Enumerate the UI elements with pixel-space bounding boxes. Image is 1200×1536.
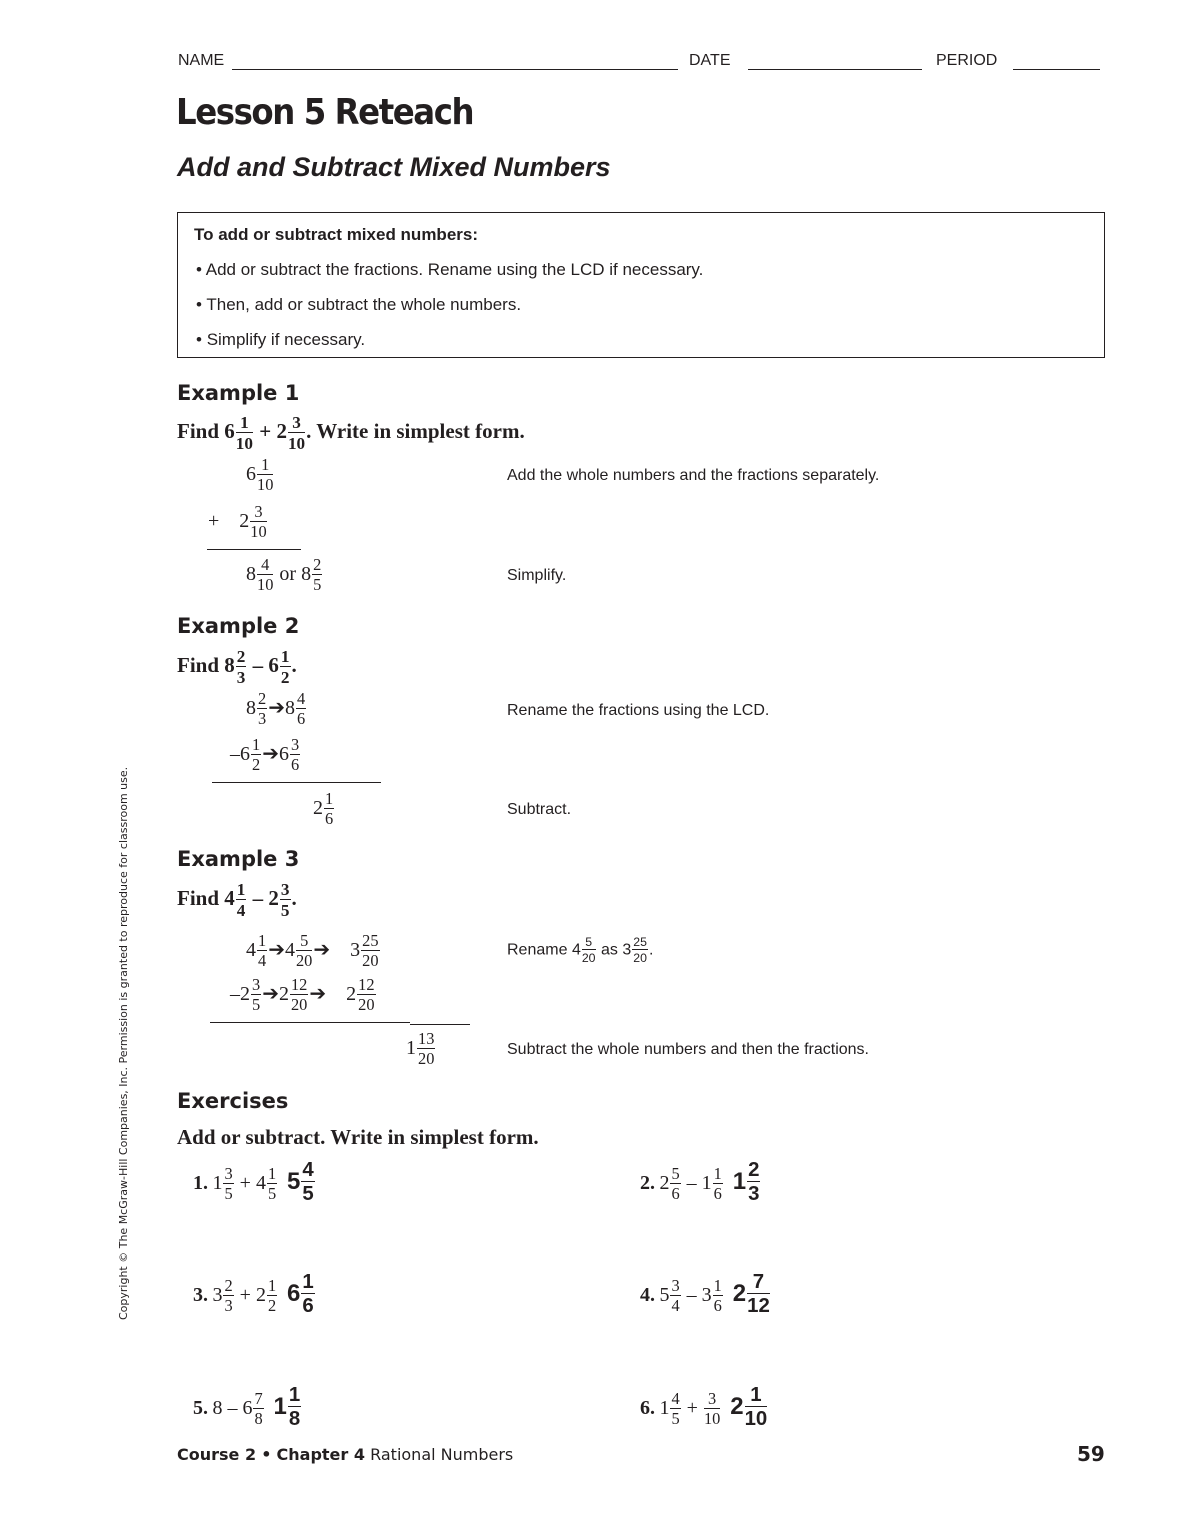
fraction [670,1275,680,1316]
numerator: 3 [224,1163,233,1183]
numerator: 4 [257,557,273,575]
denominator: 4 [671,1296,680,1316]
numerator: 1 [745,1385,768,1407]
denominator: 10 [287,434,306,454]
numerator: 25 [362,931,379,950]
operator: – [227,1396,238,1419]
fraction [301,1272,314,1317]
fraction [296,933,312,970]
denominator: 5 [252,995,261,1015]
whole: 4 [284,939,295,961]
period: . [291,653,297,678]
whole: 5 [659,1283,670,1306]
denominator: 20 [362,951,379,971]
date-label: DATE [689,52,731,69]
numerator: 3 [288,414,305,433]
exercise-problem [212,1275,278,1316]
operator: + [239,1283,251,1306]
whole: 4 [571,941,581,959]
exercise-number: 1. [193,1171,208,1194]
denominator: 6 [713,1184,722,1204]
denominator: 20 [358,995,375,1015]
whole: 6 [242,1396,253,1419]
whole: 4 [246,939,256,961]
whole: 8 [246,697,256,719]
ex3-result [406,1031,436,1068]
numerator: 12 [290,975,308,994]
fraction [236,881,247,919]
period-blank[interactable] [1013,69,1100,70]
numerator: 3 [290,735,300,754]
denominator: 4 [258,951,267,971]
period: . [291,886,297,911]
fraction [288,414,305,452]
exercise-number: 2. [640,1171,655,1194]
numerator: 4 [671,1388,680,1408]
ex1-note-2: Simplify. [507,567,567,584]
example-2-problem [177,648,297,686]
example-2-heading: Example 2 [177,614,300,638]
footer-course [177,1445,513,1464]
exercises-heading: Exercises [177,1089,289,1113]
denominator: 20 [633,951,647,966]
numerator: 1 [325,789,334,808]
rule-bullet: • Simplify if necessary. [196,330,366,349]
whole: 2 [239,510,250,532]
whole: 3 [212,1283,223,1306]
whole: 8 [246,563,256,585]
fraction [357,977,375,1014]
numerator: 1 [288,1384,301,1406]
answer [287,1159,316,1206]
denominator: 10 [235,434,253,454]
operator: + [686,1396,698,1419]
bullet: • [261,1445,272,1464]
numerator: 1 [267,1275,277,1295]
fraction [670,1163,680,1204]
plus-sign: + [208,510,220,532]
answer [287,1271,316,1318]
numerator: 2 [748,1159,760,1181]
difference-line [210,1022,410,1023]
whole: 6 [268,653,279,678]
ex1-note-1: Add the whole numbers and the fractions separately. [507,467,880,484]
numerator: 5 [582,936,596,950]
denominator: 5 [313,575,322,595]
fraction [745,1385,768,1430]
fraction [747,1272,770,1317]
denominator: 5 [671,1409,680,1429]
denominator: 5 [224,1184,233,1204]
denominator: 6 [325,809,334,829]
fraction [251,977,261,1014]
chapter-label: Chapter 4 [276,1445,365,1464]
fraction [253,1388,263,1429]
course-label: Course 2 [177,1445,257,1464]
whole: 2 [240,983,250,1005]
ex1-addend-1 [246,457,274,494]
fraction [280,648,291,686]
whole: 8 [212,1396,223,1419]
exercise-item [193,1272,316,1317]
ex2-row-1 [246,691,307,728]
whole: 3 [350,939,361,961]
exercise-problem [659,1275,723,1316]
numerator: 2 [313,555,322,574]
exercise-problem [212,1388,264,1429]
denominator: 2 [267,1296,277,1316]
page-subtitle: Add and Subtract Mixed Numbers [177,152,611,182]
fraction [582,936,596,965]
example-1-heading: Example 1 [177,381,300,405]
denominator: 6 [713,1296,722,1316]
note-text: Rename [507,941,568,959]
fraction [290,737,300,774]
exercise-number: 3. [193,1283,208,1306]
exercises-instruction: Add or subtract. Write in simplest form. [177,1125,539,1149]
denominator: 3 [224,1296,233,1316]
whole: 2 [730,1392,744,1420]
answer [732,1271,771,1318]
denominator: 10 [257,475,274,495]
rule-text: Add or subtract the fractions. Rename using the LCD if necessary. [205,260,704,279]
denominator: 8 [254,1409,263,1429]
minus-sign: – [230,983,240,1005]
numerator: 3 [252,975,261,994]
whole: 2 [346,983,357,1005]
fraction [251,737,261,774]
fraction [417,1031,435,1068]
fraction [301,1160,314,1205]
denominator: 10 [744,1408,768,1431]
exercise-item [640,1385,768,1430]
fraction [324,791,334,828]
denominator: 6 [296,709,306,729]
fraction [296,691,306,728]
denominator: 6 [302,1295,314,1318]
answer [732,1159,762,1206]
difference-line [212,782,381,783]
rule-bullet: • Then, add or subtract the whole numbers. [196,295,522,314]
numerator: 1 [236,880,246,899]
numerator: 1 [302,1271,314,1293]
exercise-number: 4. [640,1283,655,1306]
denominator: 10 [703,1409,721,1429]
ex2-note-2: Subtract. [507,801,572,818]
minus-sign: – [252,886,264,911]
name-blank[interactable] [232,69,678,70]
whole: 6 [246,463,256,485]
example-1-problem [177,414,525,452]
numerator: 5 [296,933,312,951]
whole: 2 [659,1171,670,1194]
fraction [290,977,308,1014]
exercise-problem [659,1163,723,1204]
denominator: 3 [258,709,267,729]
numerator: 1 [258,931,267,950]
whole: 3 [701,1283,712,1306]
numerator: 5 [671,1163,680,1183]
example-3-problem [177,881,297,919]
fraction [257,457,273,494]
ex3-note-2: Subtract the whole numbers and then the fractions. [507,1041,869,1058]
ex2-result [313,791,335,828]
whole: 4 [224,886,235,911]
numerator: 1 [713,1163,722,1183]
whole: 2 [278,983,289,1005]
rule-box [177,212,1105,358]
side-copyright: Copyright © The McGraw-Hill Companies, Inc. Permission is granted to reproduce for classroom use. [117,766,130,1320]
numerator: 4 [302,1159,314,1181]
numerator: 12 [358,975,375,994]
whole: 5 [287,1167,301,1195]
numerator: 2 [258,689,267,708]
denominator: 6 [671,1184,680,1204]
fraction [257,557,273,594]
fraction [312,557,322,594]
denominator: 5 [302,1183,314,1206]
rule-text: Then, add or subtract the whole numbers. [206,295,522,314]
answer [273,1384,303,1431]
fraction [267,1275,277,1316]
whole: 6 [278,743,289,765]
sum-line [207,549,301,550]
arrow-right-icon: ➔ [313,937,331,961]
minus-sign: – [230,743,240,765]
whole: 1 [732,1167,747,1195]
rule-text: Simplify if necessary. [206,330,366,349]
denominator: 4 [236,901,246,921]
fraction [747,1160,760,1205]
whole: 8 [301,563,312,585]
fraction [257,691,267,728]
numerator: 3 [704,1391,720,1409]
denominator: 3 [236,668,246,688]
exercise-number: 6. [640,1396,655,1419]
numerator: 7 [254,1388,263,1408]
rule-heading: To add or subtract mixed numbers: [194,225,479,244]
fraction [703,1388,721,1429]
ex3-row-2 [230,977,377,1014]
numerator: 2 [236,647,246,666]
find-word: Find [177,886,220,911]
ex1-sum [246,557,323,594]
fraction [713,1163,723,1204]
numerator: 1 [236,414,253,433]
whole: 2 [268,886,279,911]
whole: 1 [212,1171,223,1194]
numerator: 2 [224,1275,233,1295]
chapter-title: Rational Numbers [370,1445,514,1464]
whole: 4 [255,1171,266,1194]
numerator: 1 [267,1163,277,1183]
fraction [267,1163,277,1204]
operator: + [239,1171,251,1194]
whole: 6 [240,743,250,765]
exercise-item [640,1160,761,1205]
ex2-row-2 [230,737,301,774]
exercise-item [193,1385,302,1430]
fraction [236,414,253,452]
exercise-problem [212,1163,278,1204]
fraction [223,1163,233,1204]
numerator: 13 [418,1029,435,1048]
fraction [250,504,266,541]
fraction [361,933,379,970]
name-label: NAME [178,52,225,69]
fraction [236,648,247,686]
numerator: 7 [747,1272,770,1294]
operator: – [686,1171,697,1194]
fraction [713,1275,723,1316]
example-3-heading: Example 3 [177,847,300,871]
numerator: 1 [252,735,261,754]
whole: 2 [313,797,323,819]
exercise-number: 5. [193,1396,208,1419]
denominator: 20 [290,995,308,1015]
fraction [280,881,291,919]
arrow-right-icon: ➔ [268,695,285,719]
denominator: 8 [288,1408,301,1431]
fraction [223,1275,233,1316]
date-blank[interactable] [748,69,922,70]
whole: 1 [701,1171,712,1194]
period: . [648,941,654,959]
find-word: Find [177,653,220,678]
or-word: or [279,563,297,585]
denominator: 2 [280,668,290,688]
whole: 3 [622,941,632,959]
fraction [257,933,267,970]
whole: 1 [273,1392,287,1420]
whole: 6 [224,419,235,444]
numerator: 3 [250,504,266,522]
instruction: . Write in simplest form. [306,419,525,444]
plus-sign: + [259,419,272,444]
numerator: 3 [280,880,290,899]
denominator: 20 [418,1049,435,1069]
arrow-right-icon: ➔ [309,981,327,1005]
whole: 2 [255,1283,266,1306]
rule-bullet: • Add or subtract the fractions. Rename using the LCD if necessary. [196,260,704,279]
note-text: as [600,941,618,959]
whole: 2 [732,1279,747,1307]
numerator: 1 [280,647,290,666]
numerator: 1 [257,457,273,475]
exercise-item [193,1160,316,1205]
arrow-right-icon: ➔ [262,741,279,765]
fraction [632,936,648,965]
denominator: 10 [257,575,274,595]
denominator: 10 [250,522,267,542]
denominator: 20 [295,951,313,971]
answer [730,1384,768,1431]
arrow-right-icon: ➔ [262,981,279,1005]
ex1-addend-2 [208,504,268,541]
numerator: 25 [633,935,647,949]
whole: 2 [276,419,287,444]
denominator: 5 [267,1184,277,1204]
numerator: 1 [713,1275,722,1295]
page-title: Lesson 5 Reteach [176,92,474,133]
operator: – [686,1283,697,1306]
ex2-note-1: Rename the fractions using the LCD. [507,702,770,719]
whole: 1 [659,1396,670,1419]
fraction [288,1385,301,1430]
whole: 8 [224,653,235,678]
difference-line [410,1024,470,1025]
page-number: 59 [1077,1442,1105,1466]
denominator: 12 [747,1295,770,1318]
whole: 1 [406,1037,416,1059]
denominator: 3 [748,1183,760,1206]
denominator: 5 [280,901,290,921]
denominator: 2 [252,755,261,775]
exercise-problem [659,1388,721,1429]
ex3-note-1 [507,936,653,965]
minus-sign: – [252,653,264,678]
exercise-item [640,1272,771,1317]
arrow-right-icon: ➔ [268,937,285,961]
find-word: Find [177,419,220,444]
numerator: 3 [671,1275,680,1295]
denominator: 20 [581,951,596,966]
numerator: 4 [296,689,306,708]
fraction [670,1388,680,1429]
whole: 8 [284,697,295,719]
whole: 6 [287,1279,301,1307]
period-label: PERIOD [936,52,998,69]
ex3-row-1 [246,933,381,970]
denominator: 6 [290,755,300,775]
